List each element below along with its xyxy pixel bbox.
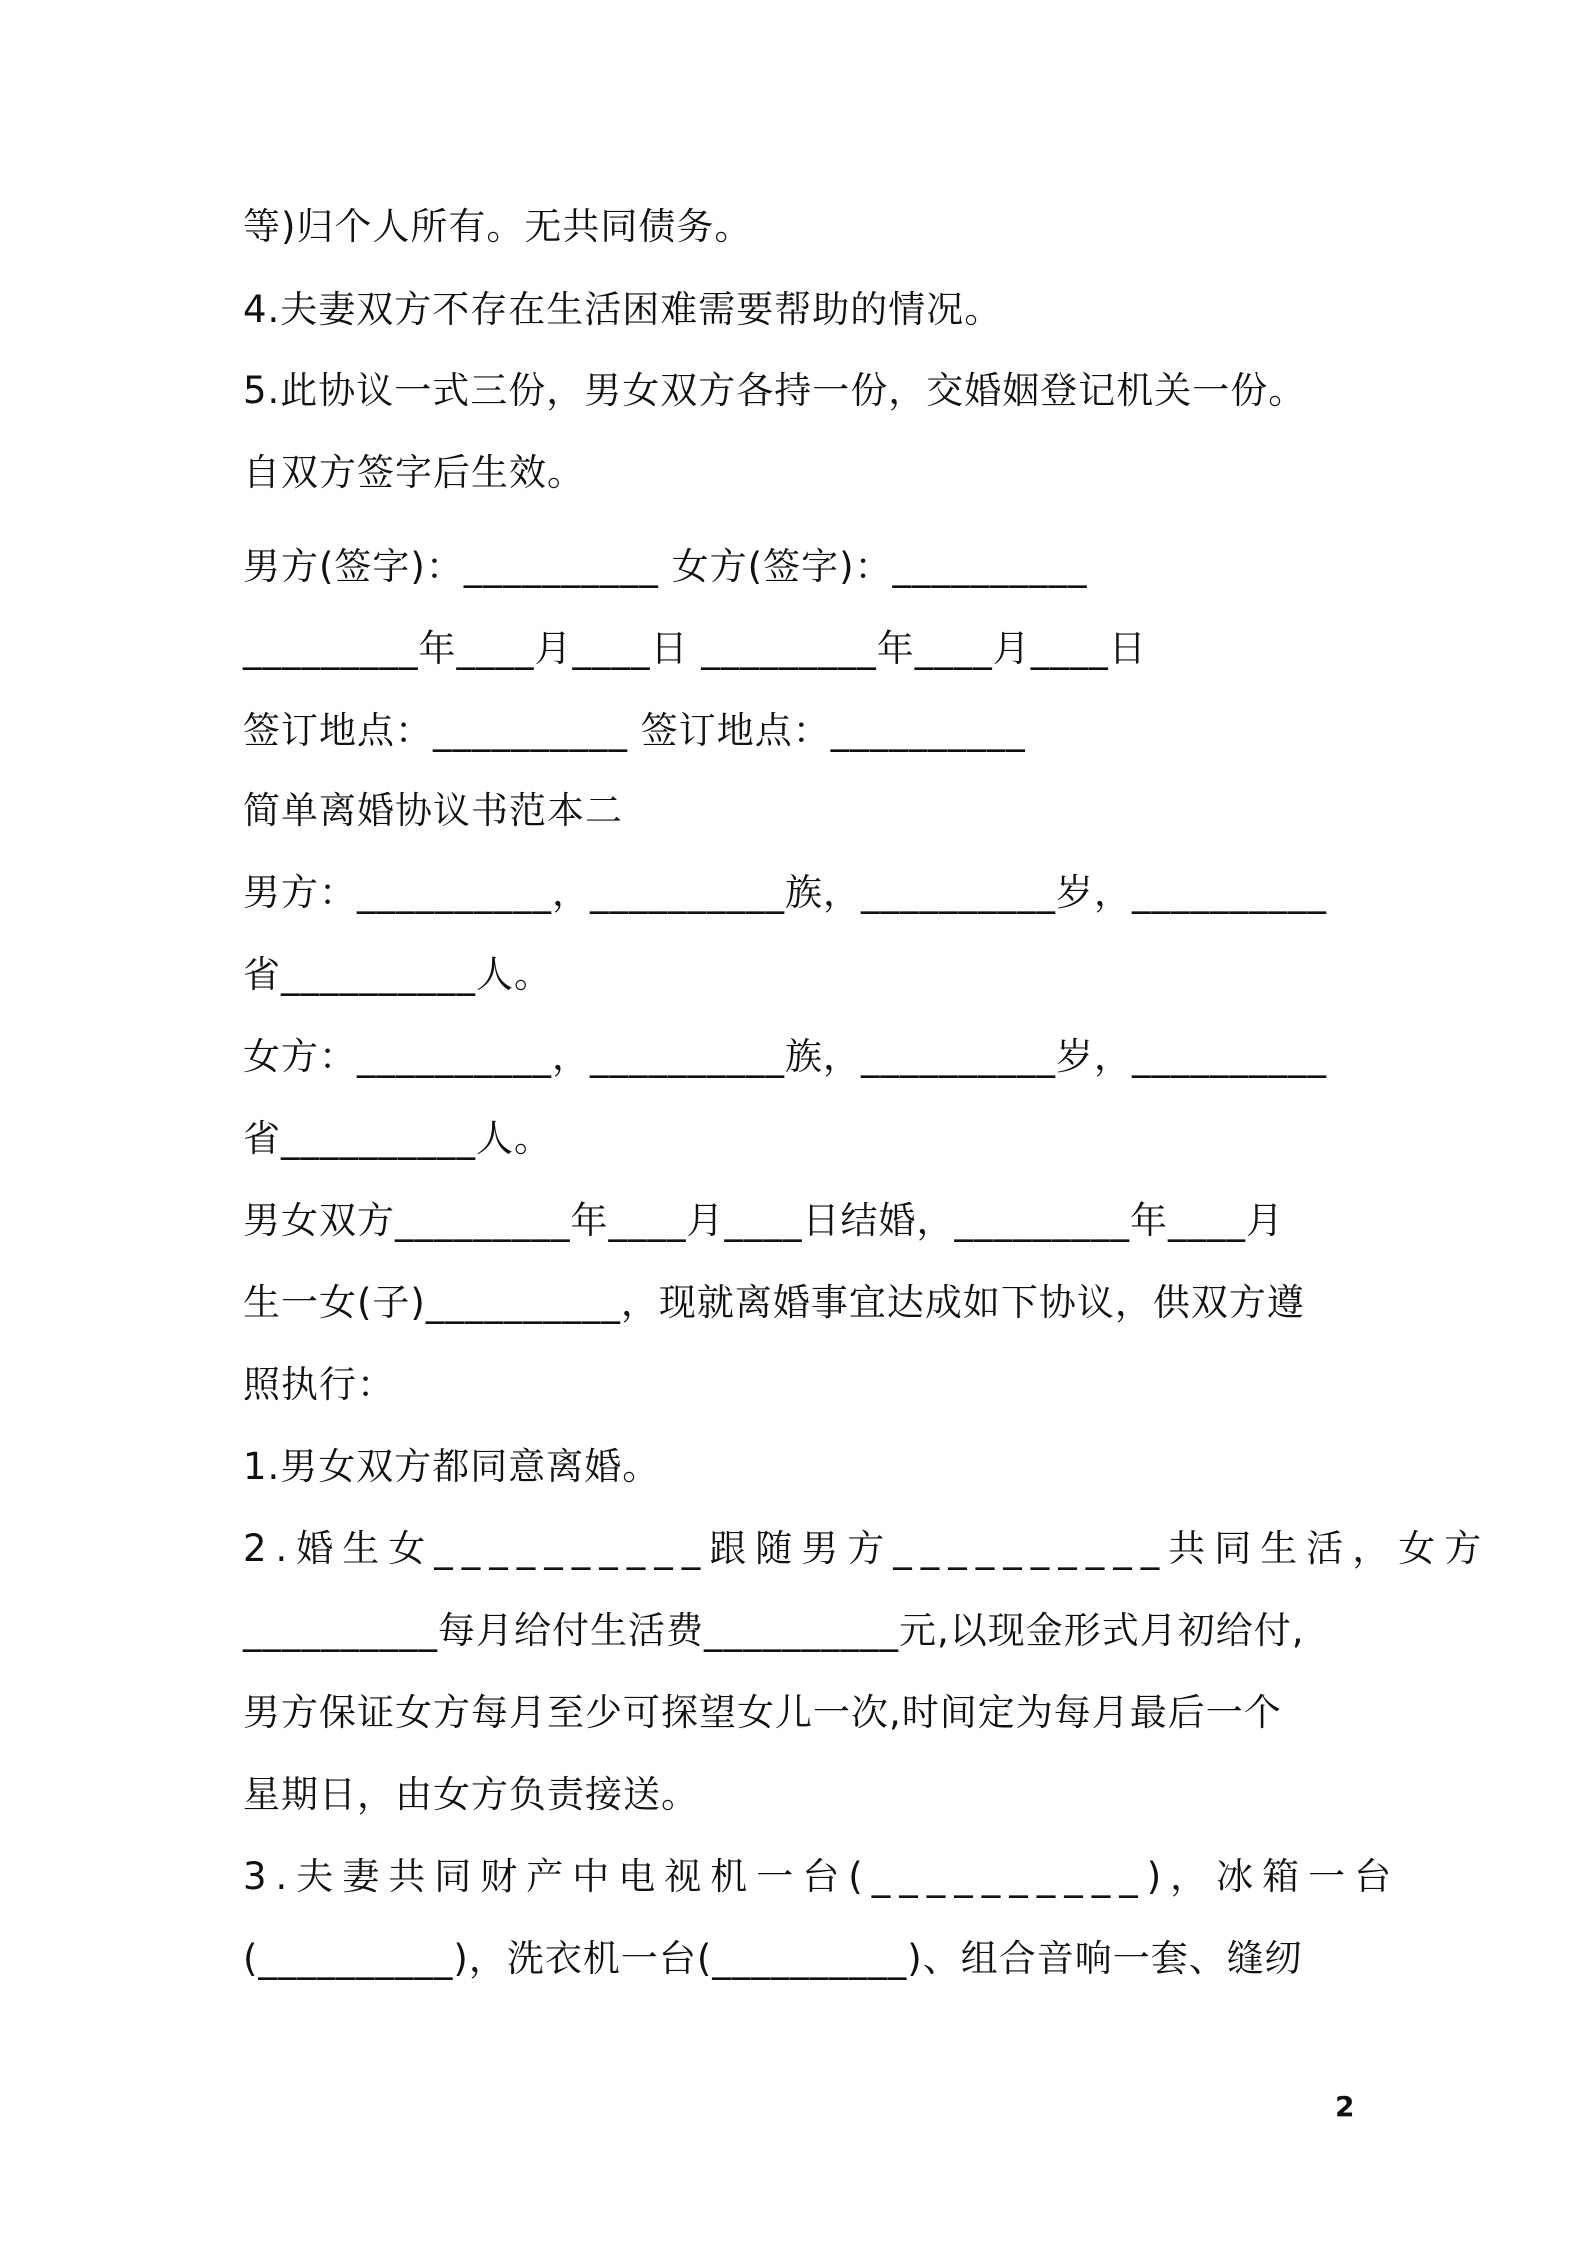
text-line-4: 自双方签字后生效。 <box>243 451 585 494</box>
clause-2-cont-1: __________每月给付生活费__________元,以现金形式月初给付, <box>243 1609 1305 1652</box>
clause-1: 1.男女双方都同意离婚。 <box>243 1445 661 1488</box>
section-title: 简单离婚协议书范本二 <box>243 789 623 832</box>
text-line-3: 5.此协议一式三份，男女双方各持一份，交婚姻登记机关一份。 <box>243 369 1307 412</box>
clause-2-cont-3: 星期日，由女方负责接送。 <box>243 1773 699 1816</box>
page-number: 2 <box>1335 2090 1355 2123</box>
date-line: _________年____月____日 _________年____月____日 <box>243 627 1147 670</box>
text-line-execute: 照执行： <box>243 1363 395 1406</box>
clause-3: 3.夫妻共同财产中电视机一台(__________)，冰箱一台 <box>243 1855 1401 1898</box>
signature-line: 男方(签字)：__________ 女方(签字)：__________ <box>243 545 1088 588</box>
text-line-2: 4.夫妻双方不存在生活困难需要帮助的情况。 <box>243 288 1003 331</box>
text-line-male: 男方：__________，__________族，__________岁，__________ <box>243 871 1327 914</box>
clause-2: 2.婚生女__________跟随男方__________共同生活，女方 <box>243 1527 1491 1570</box>
signing-place-line: 签订地点：__________ 签订地点：__________ <box>243 709 1026 752</box>
text-line-female-province: 省__________人。 <box>243 1117 552 1160</box>
text-line-child: 生一女(子)__________，现就离婚事宜达成如下协议，供双方遵 <box>243 1281 1305 1324</box>
text-line-female: 女方：__________，__________族，__________岁，__________ <box>243 1035 1327 1078</box>
clause-2-cont-2: 男方保证女方每月至少可探望女儿一次,时间定为每月最后一个 <box>243 1691 1282 1734</box>
text-line-1: 等)归个人所有。无共同债务。 <box>243 205 753 248</box>
text-line-marriage: 男女双方_________年____月____日结婚，_________年____月 <box>243 1199 1284 1242</box>
text-line-male-province: 省__________人。 <box>243 953 552 996</box>
clause-3-cont: (__________)，洗衣机一台(__________)、组合音响一套、缝纫 <box>243 1937 1303 1980</box>
